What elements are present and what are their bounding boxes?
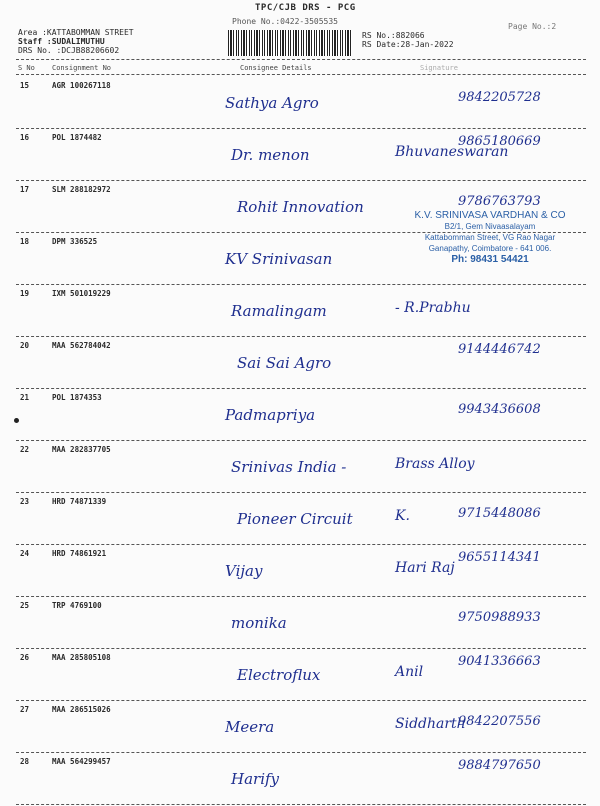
row-consignee-name: Sai Sai Agro bbox=[237, 354, 332, 372]
row-divider bbox=[16, 752, 586, 753]
row-consignee-name: Pioneer Circuit bbox=[237, 510, 353, 528]
table-row bbox=[0, 650, 600, 702]
row-divider bbox=[16, 596, 586, 597]
column-header-sno: S No bbox=[18, 64, 35, 72]
row-receiver-signature: Siddharth bbox=[395, 716, 466, 732]
row-serial-number: 18 bbox=[20, 237, 30, 246]
table-row bbox=[0, 598, 600, 650]
document-title: TPC/CJB DRS - PCG bbox=[255, 3, 356, 13]
column-header-signature: Signature bbox=[420, 64, 458, 72]
row-receiver-signature: Anil bbox=[395, 664, 424, 680]
row-serial-number: 19 bbox=[20, 289, 30, 298]
row-receiver-phone: 9715448086 bbox=[458, 506, 541, 521]
row-consignment-number: IXM 501019229 bbox=[52, 289, 111, 298]
phone-number: Phone No.:0422-3505535 bbox=[232, 17, 338, 26]
stamp-address-line-1: B2/1, Gem Nivaasalayam bbox=[444, 222, 536, 231]
barcode bbox=[228, 30, 352, 56]
row-consignment-number: HRD 74871339 bbox=[52, 497, 107, 506]
table-row bbox=[0, 442, 600, 494]
row-divider bbox=[16, 284, 586, 285]
column-header-consignee: Consignee Details bbox=[240, 64, 312, 72]
row-consignment-number: POL 1874353 bbox=[52, 393, 102, 402]
drs-number: DRS No. :DCJB88206602 bbox=[18, 46, 120, 55]
table-row bbox=[0, 286, 600, 338]
column-divider bbox=[16, 74, 586, 75]
row-serial-number: 17 bbox=[20, 185, 30, 194]
row-divider bbox=[16, 648, 586, 649]
company-stamp bbox=[384, 210, 596, 265]
row-consignee-name: Meera bbox=[225, 718, 275, 736]
row-receiver-phone: 9842207556 bbox=[458, 714, 541, 729]
row-receiver-phone: 9786763793 bbox=[458, 194, 541, 209]
row-consignment-number: MAA 564299457 bbox=[52, 757, 111, 766]
stamp-address-line-3: Ganapathy, Coimbatore - 641 006. bbox=[428, 244, 552, 253]
row-receiver-signature: Hari Raj bbox=[395, 560, 455, 576]
row-consignee-name: Ramalingam bbox=[231, 302, 327, 320]
row-consignee-name: Vijay bbox=[225, 562, 263, 580]
row-serial-number: 27 bbox=[20, 705, 30, 714]
row-consignment-number: MAA 562784042 bbox=[52, 341, 111, 350]
stamp-address-line-2: Kattabomman Street, VG Rao Nagar bbox=[424, 233, 556, 242]
table-row bbox=[0, 494, 600, 546]
row-receiver-signature: Bhuvaneswaran bbox=[395, 144, 509, 160]
row-consignment-number: DPM 336525 bbox=[52, 237, 98, 246]
row-divider bbox=[16, 180, 586, 181]
row-consignee-name: monika bbox=[231, 614, 287, 632]
area-label: Area :KATTABOMMAN STREET bbox=[18, 28, 134, 37]
row-serial-number: 26 bbox=[20, 653, 30, 662]
scan-mark bbox=[14, 418, 19, 423]
row-receiver-signature: - R.Prabhu bbox=[395, 300, 471, 316]
table-row bbox=[0, 702, 600, 754]
row-receiver-phone: 9943436608 bbox=[458, 402, 541, 417]
stamp-company: K.V. SRINIVASA VARDHAN & CO bbox=[414, 210, 566, 221]
header-divider bbox=[16, 59, 586, 60]
column-header-consignment: Consignment No bbox=[52, 64, 112, 72]
row-receiver-phone: 9655114341 bbox=[458, 550, 541, 565]
row-consignee-name: Harify bbox=[231, 770, 280, 788]
table-row bbox=[0, 78, 600, 130]
row-serial-number: 15 bbox=[20, 81, 30, 90]
row-divider bbox=[16, 128, 586, 129]
row-consignee-name: Electroflux bbox=[237, 666, 321, 684]
row-consignment-number: POL 1874482 bbox=[52, 133, 102, 142]
row-consignment-number: MAA 282837705 bbox=[52, 445, 111, 454]
row-serial-number: 28 bbox=[20, 757, 30, 766]
row-receiver-phone: 9144446742 bbox=[458, 342, 541, 357]
table-row bbox=[0, 130, 600, 182]
page-number: Page No.:2 bbox=[508, 22, 557, 31]
row-consignment-number: AGR 100267118 bbox=[52, 81, 111, 90]
row-consignment-number: MAA 286515026 bbox=[52, 705, 111, 714]
row-receiver-phone: 9884797650 bbox=[458, 758, 541, 773]
row-consignee-name: Padmapriya bbox=[225, 406, 316, 424]
row-serial-number: 22 bbox=[20, 445, 30, 454]
row-serial-number: 23 bbox=[20, 497, 30, 506]
row-consignee-name: Sathya Agro bbox=[225, 94, 319, 112]
rs-date: RS Date:28-Jan-2022 bbox=[362, 40, 454, 49]
table-row bbox=[0, 546, 600, 598]
row-consignee-name: KV Srinivasan bbox=[225, 250, 333, 268]
staff-label: Staff :SUDALIMUTHU bbox=[18, 37, 105, 46]
row-consignee-name: Srinivas India - bbox=[231, 458, 347, 476]
row-serial-number: 21 bbox=[20, 393, 30, 402]
row-divider bbox=[16, 440, 586, 441]
stamp-phone: Ph: 98431 54421 bbox=[451, 254, 529, 265]
row-consignment-number: TRP 4769100 bbox=[52, 601, 102, 610]
row-receiver-signature: K. bbox=[395, 508, 410, 524]
row-serial-number: 16 bbox=[20, 133, 30, 142]
row-divider bbox=[16, 700, 586, 701]
table-row bbox=[0, 754, 600, 806]
row-divider bbox=[16, 492, 586, 493]
row-consignment-number: HRD 74861921 bbox=[52, 549, 107, 558]
row-receiver-phone: 9750988933 bbox=[458, 610, 541, 625]
table-row bbox=[0, 338, 600, 390]
row-consignment-number: SLM 288182972 bbox=[52, 185, 111, 194]
row-divider bbox=[16, 544, 586, 545]
row-serial-number: 20 bbox=[20, 341, 30, 350]
row-divider bbox=[16, 804, 586, 805]
row-consignee-name: Dr. menon bbox=[231, 146, 310, 164]
row-divider bbox=[16, 336, 586, 337]
row-receiver-phone: 9865180669 bbox=[458, 134, 541, 149]
row-serial-number: 24 bbox=[20, 549, 30, 558]
row-consignee-name: Rohit Innovation bbox=[237, 198, 364, 216]
row-receiver-signature: Brass Alloy bbox=[395, 456, 475, 472]
row-receiver-phone: 9842205728 bbox=[458, 90, 541, 105]
row-consignment-number: MAA 285805108 bbox=[52, 653, 111, 662]
row-divider bbox=[16, 388, 586, 389]
row-receiver-phone: 9041336663 bbox=[458, 654, 541, 669]
table-row bbox=[0, 390, 600, 442]
row-serial-number: 25 bbox=[20, 601, 30, 610]
rs-number: RS No.:882066 bbox=[362, 31, 425, 40]
